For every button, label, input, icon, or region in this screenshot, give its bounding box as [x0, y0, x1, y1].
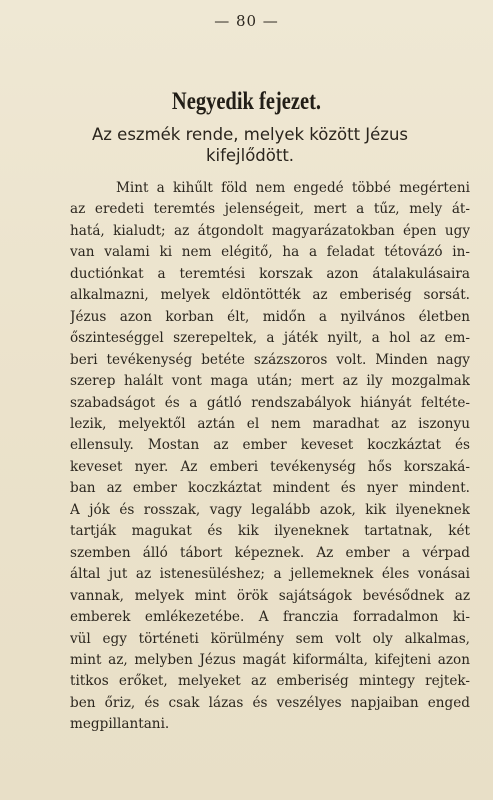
text-line: mint az, melyben Jézus magát kiformálta, kifejteni azon [70, 651, 470, 668]
text-line: hatá, kialudt; az átgondolt magyarázatokban épen ugy [70, 222, 470, 239]
text-line: tartják magukat és kik ilyeneknek tartatnak, két [70, 523, 470, 540]
text-line: titkos erőket, melyeket az emberiség mintegy rejtek- [70, 673, 470, 690]
text-line: ductiónkat a teremtési korszak azon átalakulásaira [70, 265, 470, 282]
text-line: az eredeti teremtés jelenségeit, mert a tűz, mely át- [70, 201, 470, 218]
text-line: által jut az istenesüléshez; a jellemeknek éles vonásai [70, 566, 470, 583]
text-line: őszinteséggel szerepeltek, a játék nyilt, a hol az em- [70, 330, 470, 347]
text-line: alkalmazni, melyek eldöntötték az emberiség sorsát. [70, 287, 470, 304]
chapter-title: Negyedik fejezet. [171, 88, 322, 115]
text-line: vül egy történeti körülmény sem volt oly alkalmas, [70, 630, 470, 647]
text-line: szemben álló tábort képeznek. Az ember a vérpad [70, 544, 470, 561]
text-line: A jók és rosszak, vagy legalább azok, kik ilyeneknek [70, 501, 470, 518]
text-line: Mint a kihűlt föld nem engedé többé megérteni [116, 180, 470, 196]
chapter-subtitle: Az eszmék rende, melyek között Jézus kifejlődött. [91, 125, 409, 165]
page-number: — 80 — [214, 12, 279, 30]
text-line: Jézus azon korban élt, midőn a nyilvános életben [70, 308, 470, 325]
body-paragraph [70, 178, 470, 736]
text-line: ellensuly. Mostan az ember keveset koczkáztat és [70, 437, 470, 454]
text-line: keveset nyer. Az emberi tevékenység hős korszaká- [70, 458, 470, 475]
text-line: beri tevékenység betéte százszoros volt. Minden nagy [70, 351, 470, 368]
text-line: ben őriz, és csak lázas és veszélyes napjaiban enged [70, 694, 470, 711]
text-line: vannak, melyek mint örök sajátságok bevésődnek az [70, 587, 470, 604]
text-line: ban az ember koczkáztat mindent és nyer mindent. [70, 480, 470, 497]
text-line: emberek emlékezetébe. A franczia forradalmon ki- [70, 609, 470, 626]
text-line: megpillantani. [70, 716, 170, 733]
text-line: lezik, melyektől aztán el nem maradhat az iszonyu [70, 415, 470, 432]
text-line: szabadságot és a gátló rendszabályok hiányát feltéte- [70, 394, 470, 411]
text-line: szerep halált vont maga után; mert az ily mozgalmak [70, 373, 470, 390]
text-line: van valami ki nem elégitő, ha a feladat tétovázó in- [70, 244, 470, 261]
